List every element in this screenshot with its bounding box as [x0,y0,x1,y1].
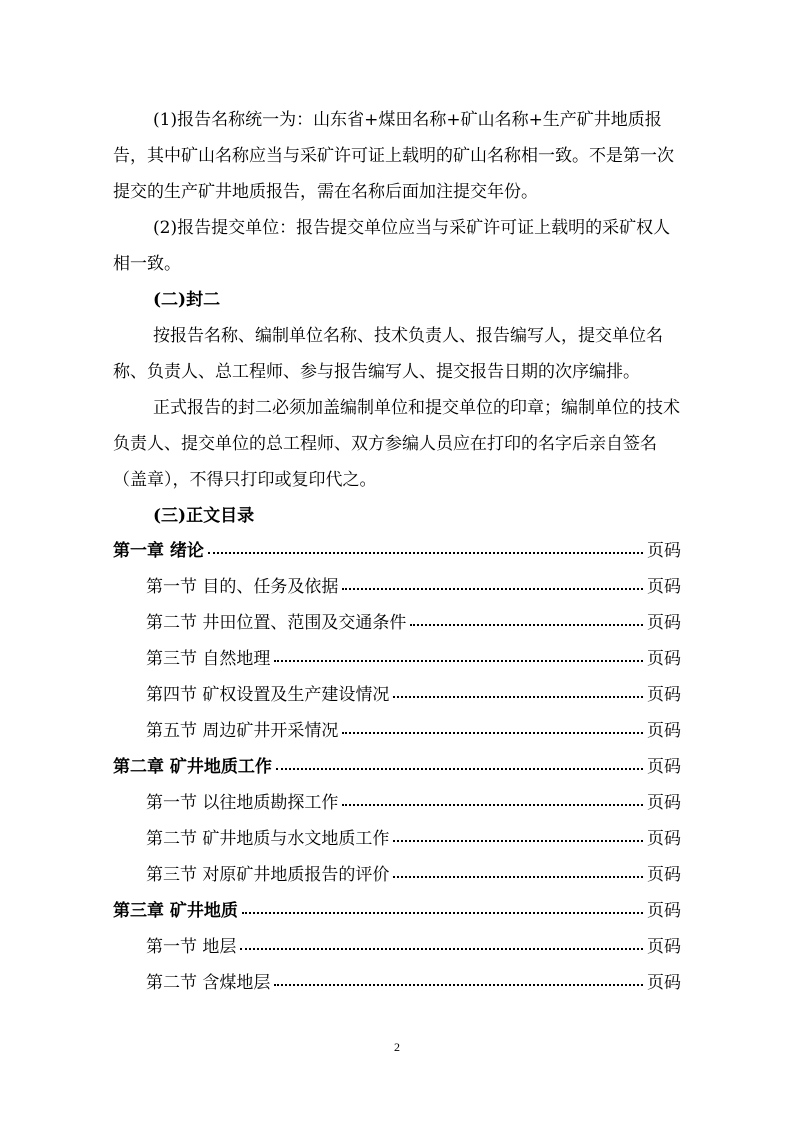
leader-dots [242,912,643,914]
toc-section: 第三节 自然地理 页码 [146,648,681,669]
leader-dots [393,696,643,698]
toc-chapter-1: 第一章 绪论 页码 [113,540,681,561]
heading-toc: (三)正文目录 [153,506,255,526]
leader-dots [240,948,643,950]
toc-section: 第五节 周边矿井开采情况 页码 [146,720,681,741]
leader-dots [342,804,643,806]
leader-dots [342,732,643,734]
toc-section: 第二节 含煤地层 页码 [146,972,681,993]
paragraph-cover-seal: 正式报告的封二必须加盖编制单位和提交单位的印章；编制单位的技术负责人、提交单位的总工程师、双方参编人员应在打印的名字后亲自签名（盖章），不得只打印或复印代之。 [113,398,680,490]
toc-section: 第一节 目的、任务及依据 页码 [146,576,681,597]
toc-section: 第一节 以往地质勘探工作 页码 [146,792,681,813]
leader-dots [274,660,643,662]
page-number: 2 [394,1040,400,1054]
toc-section: 第三节 对原矿井地质报告的评价 页码 [146,864,681,885]
paragraph-report-name: (1)报告名称统一为：山东省+煤田名称+矿山名称+生产矿井地质报告，其中矿山名称应当与采矿许可证上载明的矿山名称相一致。不是第一次提交的生产矿井地质报告，需在名称后面加注提交年份。 [113,110,674,202]
paragraph-cover-order: 按报告名称、编制单位名称、技术负责人、报告编写人，提交单位名称、负责人、总工程师、参与报告编写人、提交报告日期的次序编排。 [113,326,663,382]
leader-dots [276,768,643,770]
leader-dots [208,552,643,554]
toc-section: 第四节 矿权设置及生产建设情况 页码 [146,684,681,705]
leader-dots [274,984,643,986]
leader-dots [393,876,643,878]
toc-chapter-3: 第三章 矿井地质 页码 [113,900,681,921]
leader-dots [342,588,643,590]
toc-section: 第一节 地层 页码 [146,936,681,957]
leader-dots [410,624,643,626]
toc-section: 第二节 井田位置、范围及交通条件 页码 [146,612,681,633]
toc-chapter-2: 第二章 矿井地质工作 页码 [113,756,681,777]
toc-section: 第二节 矿井地质与水文地质工作 页码 [146,828,681,849]
leader-dots [393,840,643,842]
heading-cover-two: (二)封二 [153,290,221,310]
paragraph-submitting-unit: (2)报告提交单位：报告提交单位应当与采矿许可证上载明的采矿权人相一致。 [113,218,671,274]
